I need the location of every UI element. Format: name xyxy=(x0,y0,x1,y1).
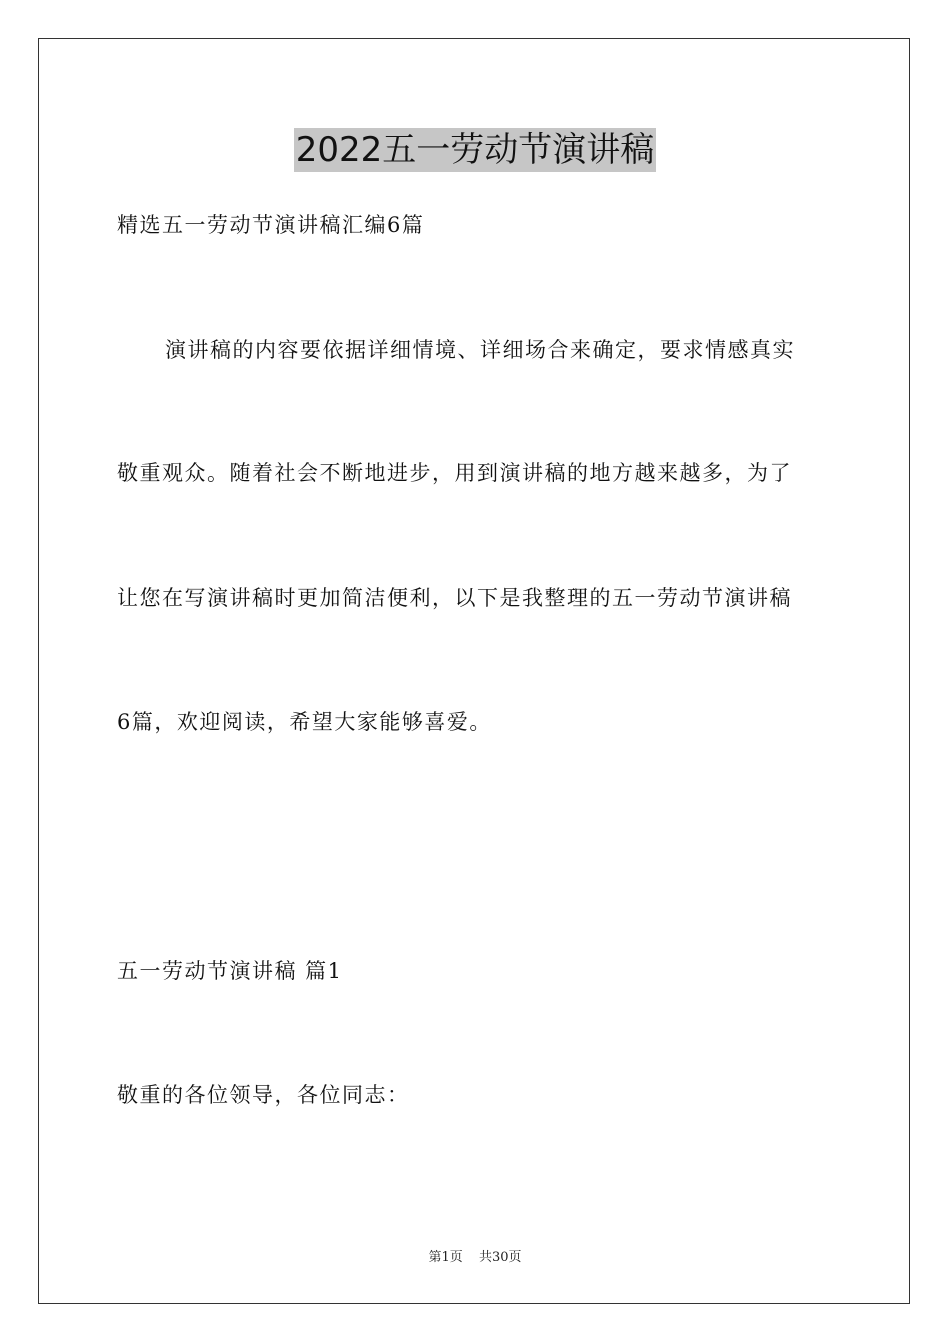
intro-line-1: 演讲稿的内容要依据详细情境、详细场合来确定，要求情感真实 xyxy=(165,338,795,362)
page-total: 共30页 xyxy=(478,1250,522,1265)
page-footer xyxy=(0,1246,950,1265)
document-title: 2022五一劳动节演讲稿 xyxy=(295,130,655,170)
title-container xyxy=(0,128,950,172)
intro-line-3: 让您在写演讲稿时更加简洁便利，以下是我整理的五一劳动节演讲稿 xyxy=(117,586,792,610)
page-number: 第1页 xyxy=(428,1250,463,1265)
document-subtitle: 精选五一劳动节演讲稿汇编6篇 xyxy=(117,213,425,237)
salutation: 敬重的各位领导，各位同志： xyxy=(117,1083,410,1107)
intro-line-4: 6篇，欢迎阅读，希望大家能够喜爱。 xyxy=(117,710,492,734)
section-heading: 五一劳动节演讲稿 篇1 xyxy=(117,959,343,983)
intro-line-2: 敬重观众。随着社会不断地进步，用到演讲稿的地方越来越多，为了 xyxy=(117,461,792,485)
